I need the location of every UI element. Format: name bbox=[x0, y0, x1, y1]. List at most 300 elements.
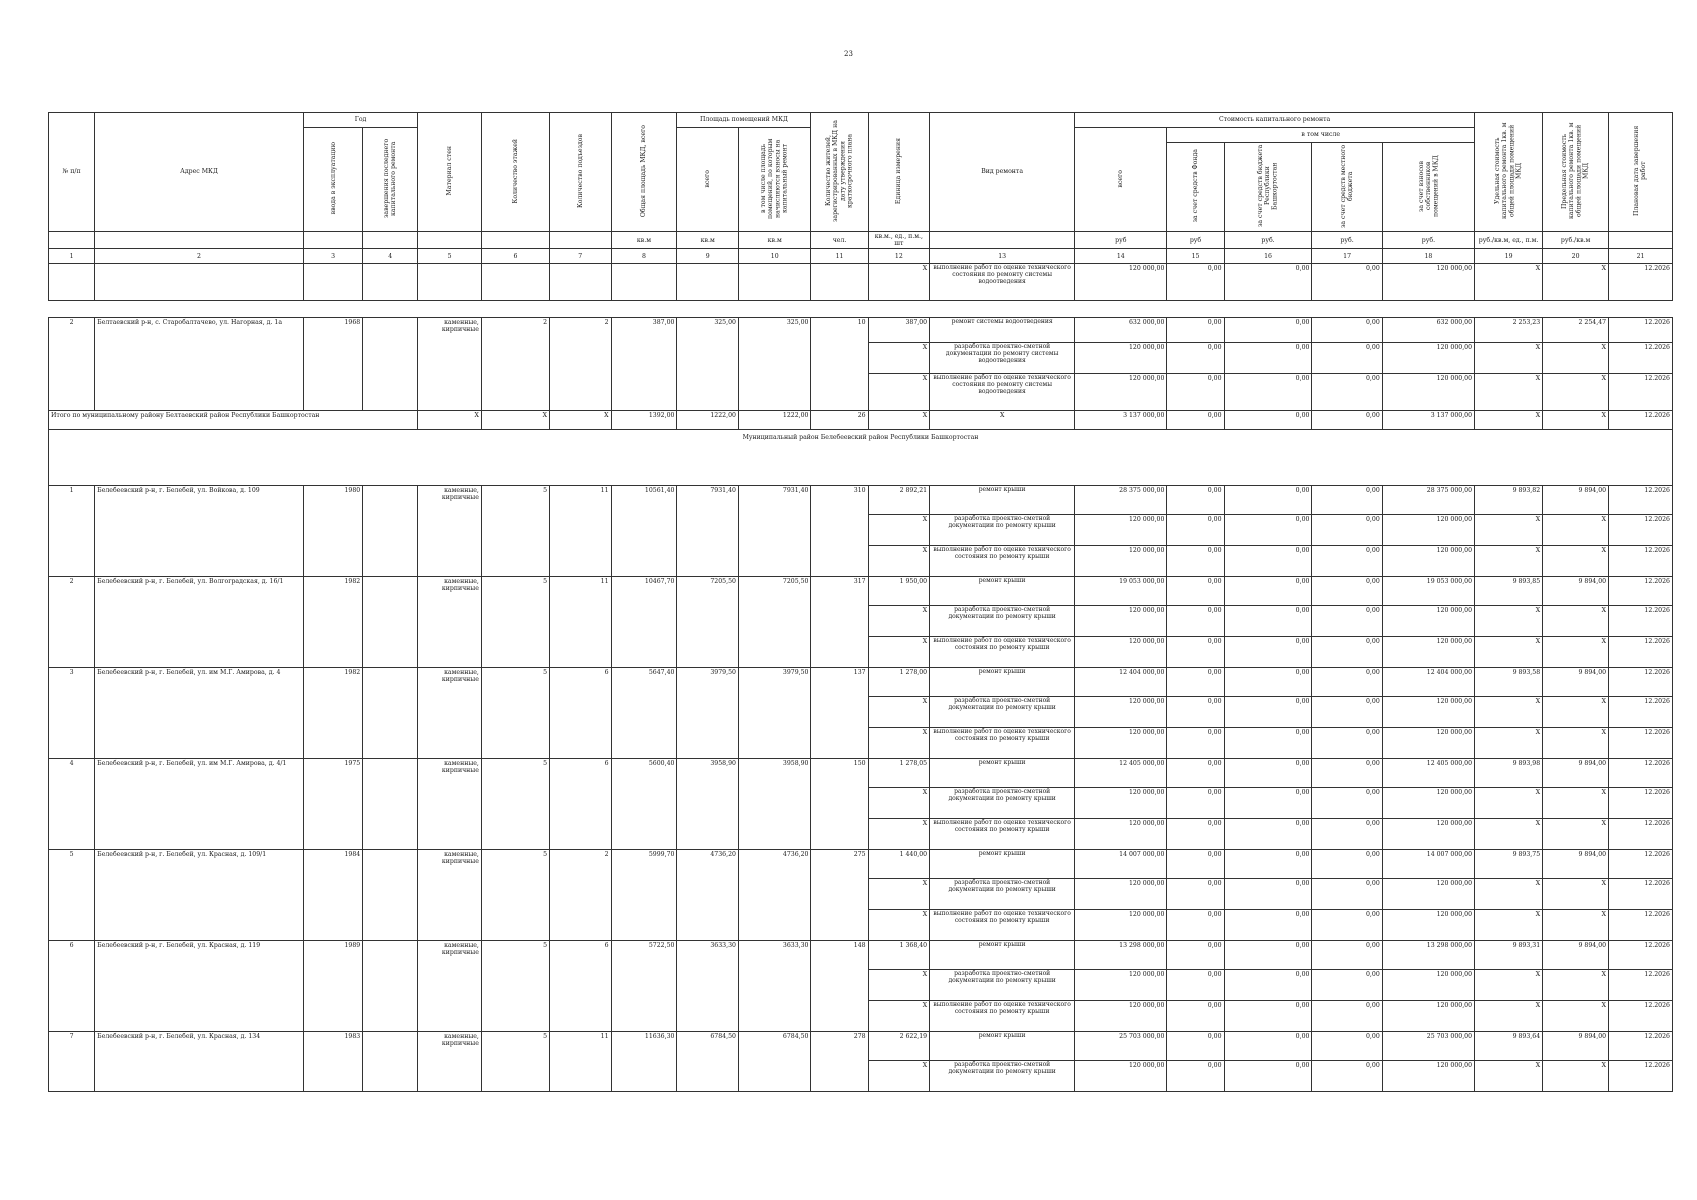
cell-x: X bbox=[1543, 637, 1609, 668]
cell-premises-owned: 3958,90 bbox=[738, 759, 811, 850]
cell-n: 3 bbox=[49, 668, 95, 759]
cell-limit-cost: 9 894,00 bbox=[1543, 668, 1609, 697]
cell-cost: 120 000,00 bbox=[1075, 1061, 1167, 1092]
cell-limit-cost: 9 894,00 bbox=[1543, 1032, 1609, 1061]
cell-cost: 120 000,00 bbox=[1075, 910, 1167, 941]
cell-fund: 0,00 bbox=[1167, 515, 1224, 546]
cell-year: 1983 bbox=[303, 1032, 362, 1092]
cell-unit-cost: 9 893,85 bbox=[1475, 577, 1543, 606]
cell-x: X bbox=[1475, 264, 1543, 301]
column-number: 8 bbox=[611, 249, 677, 264]
cell-work-type: выполнение работ по оценке технического состояния по ремонту крыши bbox=[930, 910, 1075, 941]
cell-x: X bbox=[930, 411, 1075, 430]
cell-fund: 0,00 bbox=[1167, 1032, 1224, 1061]
page-number: 23 bbox=[844, 50, 853, 58]
cell-date: 12.2026 bbox=[1609, 515, 1673, 546]
cell-date: 12.2026 bbox=[1609, 264, 1673, 301]
cell-x: X bbox=[1543, 264, 1609, 301]
cell-owners: 12 405 000,00 bbox=[1382, 759, 1474, 788]
cell-budget-rb: 0,00 bbox=[1224, 819, 1312, 850]
col-header-limit-cost: Предельная стоимость капитального ремонта 1кв. м общей площади помещений МКД bbox=[1561, 122, 1590, 220]
cell-budget-local: 0,00 bbox=[1312, 788, 1382, 819]
cell-owners: 120 000,00 bbox=[1382, 910, 1474, 941]
cell-material: каменные, кирпичные bbox=[418, 941, 482, 1032]
column-number: 20 bbox=[1543, 249, 1609, 264]
cell-year-last-repair bbox=[363, 668, 418, 759]
cell-x: X bbox=[1543, 819, 1609, 850]
cell-work-type: ремонт системы водоотведения bbox=[930, 318, 1075, 343]
cell-fund: 0,00 bbox=[1167, 264, 1224, 301]
cell-x: X bbox=[868, 1001, 930, 1032]
cell-owners: 120 000,00 bbox=[1382, 606, 1474, 637]
cell-cost: 12 404 000,00 bbox=[1075, 668, 1167, 697]
cell-x: X bbox=[868, 411, 930, 430]
cell-date: 12.2026 bbox=[1609, 1032, 1673, 1061]
col-header-premises-area: Площадь помещений МКД bbox=[677, 113, 811, 128]
cell-date: 12.2026 bbox=[1609, 910, 1673, 941]
cell-date: 12.2026 bbox=[1609, 411, 1673, 430]
cell-owners: 120 000,00 bbox=[1382, 264, 1474, 301]
cell-budget-rb: 0,00 bbox=[1224, 1001, 1312, 1032]
cell-year: 1989 bbox=[303, 941, 362, 1032]
cell-work-type: ремонт крыши bbox=[930, 577, 1075, 606]
header-row-1 bbox=[49, 113, 1673, 128]
cell-budget-rb: 0,00 bbox=[1224, 910, 1312, 941]
cell-cost: 120 000,00 bbox=[1075, 728, 1167, 759]
cell-fund: 0,00 bbox=[1167, 668, 1224, 697]
cell-cost: 19 053 000,00 bbox=[1075, 577, 1167, 606]
col-header-total-area: Общая площадь МКД, всего bbox=[640, 124, 648, 218]
col-header-n: № п/п bbox=[49, 113, 95, 232]
cell-n: 2 bbox=[49, 577, 95, 668]
column-number: 5 bbox=[418, 249, 482, 264]
cell-x: X bbox=[868, 788, 930, 819]
cell-total-area: 387,00 bbox=[611, 318, 677, 411]
cell-year: 1975 bbox=[303, 759, 362, 850]
cell-floors: 5 bbox=[481, 486, 549, 577]
cell-cost: 120 000,00 bbox=[1075, 970, 1167, 1001]
cell-address: Белебеевский р-н, г. Белебей, ул. Красная, д. 109/1 bbox=[95, 850, 304, 941]
cell-budget-rb: 0,00 bbox=[1224, 759, 1312, 788]
cell-budget-rb: 0,00 bbox=[1224, 637, 1312, 668]
unit-c9: кв.м bbox=[677, 232, 739, 249]
cell-limit-cost: 9 894,00 bbox=[1543, 486, 1609, 515]
cell-budget-rb: 0,00 bbox=[1224, 318, 1312, 343]
col-header-work-type: Вид ремонта bbox=[930, 113, 1075, 232]
cell-owners: 120 000,00 bbox=[1382, 343, 1474, 374]
cell-fund: 0,00 bbox=[1167, 728, 1224, 759]
table-row bbox=[49, 941, 1673, 970]
capital-repair-table bbox=[48, 112, 1673, 1092]
col-header-fund: за счет средств Фонда bbox=[1191, 149, 1199, 223]
column-number: 10 bbox=[738, 249, 811, 264]
cell-cost: 120 000,00 bbox=[1075, 606, 1167, 637]
cell-residents: 150 bbox=[811, 759, 868, 850]
cell-qty: 387,00 bbox=[868, 318, 930, 343]
cell-budget-rb: 0,00 bbox=[1224, 850, 1312, 879]
cell-budget-local: 0,00 bbox=[1312, 546, 1382, 577]
cell-unit-cost: 9 893,75 bbox=[1475, 850, 1543, 879]
cell-year-last-repair bbox=[363, 759, 418, 850]
table-row bbox=[49, 264, 1673, 301]
cell-material: каменные, кирпичные bbox=[418, 486, 482, 577]
table-row bbox=[49, 850, 1673, 879]
cell-work-type: ремонт крыши bbox=[930, 486, 1075, 515]
cell-budget-rb: 0,00 bbox=[1224, 546, 1312, 577]
table-row bbox=[49, 318, 1673, 343]
cell-material: каменные, кирпичные bbox=[418, 318, 482, 411]
cell-premises-total: 325,00 bbox=[677, 318, 739, 411]
cell-fund: 0,00 bbox=[1167, 577, 1224, 606]
cell-date: 12.2026 bbox=[1609, 343, 1673, 374]
table-row bbox=[49, 759, 1673, 788]
cell-cost: 120 000,00 bbox=[1075, 819, 1167, 850]
cell-cost: 120 000,00 bbox=[1075, 374, 1167, 411]
cell-cost: 120 000,00 bbox=[1075, 546, 1167, 577]
cell-premises-owned: 3633,30 bbox=[738, 941, 811, 1032]
cell-residents: 275 bbox=[811, 850, 868, 941]
cell-residents: 10 bbox=[811, 318, 868, 411]
cell-date: 12.2026 bbox=[1609, 697, 1673, 728]
cell-x: X bbox=[1543, 606, 1609, 637]
cell-address: Белебеевский р-н, г. Белебей, ул. им М.Г. Амирова, д. 4/1 bbox=[95, 759, 304, 850]
col-header-residents: Количество жителей, зарегистрированных в МКД на дату утверждения краткосрочного плана bbox=[825, 119, 854, 222]
units-row bbox=[49, 232, 1673, 249]
cell-x: X bbox=[868, 819, 930, 850]
cell-work-type: разработка проектно-сметной документации по ремонту крыши bbox=[930, 697, 1075, 728]
cell-x: X bbox=[1543, 515, 1609, 546]
cell-cost: 28 375 000,00 bbox=[1075, 486, 1167, 515]
table-row bbox=[49, 1032, 1673, 1061]
cell-entrances: 6 bbox=[550, 759, 612, 850]
cell-work-type: ремонт крыши bbox=[930, 1032, 1075, 1061]
cell-owners: 25 703 000,00 bbox=[1382, 1032, 1474, 1061]
cell-budget-local: 0,00 bbox=[1312, 1032, 1382, 1061]
cell-year-last-repair bbox=[363, 1032, 418, 1092]
cell-fund: 0,00 bbox=[1167, 850, 1224, 879]
cell-x: X bbox=[1475, 606, 1543, 637]
cell-date: 12.2026 bbox=[1609, 318, 1673, 343]
cell-x: X bbox=[1475, 343, 1543, 374]
cell-address: Белебеевский р-н, г. Белебей, ул. им М.Г. Амирова, д. 4 bbox=[95, 668, 304, 759]
cell-total-area: 5647,40 bbox=[611, 668, 677, 759]
cell-date: 12.2026 bbox=[1609, 486, 1673, 515]
cell-year: 1982 bbox=[303, 668, 362, 759]
col-header-year: Год bbox=[303, 113, 417, 128]
cell-x: X bbox=[418, 411, 482, 430]
cell-work-type: выполнение работ по оценке технического состояния по ремонту крыши bbox=[930, 728, 1075, 759]
section-title: Муниципальный район Белебеевский район Республики Башкортостан bbox=[49, 430, 1673, 486]
cell-x: X bbox=[1475, 970, 1543, 1001]
cell-date: 12.2026 bbox=[1609, 577, 1673, 606]
cell-owners: 19 053 000,00 bbox=[1382, 577, 1474, 606]
cell-budget-rb: 0,00 bbox=[1224, 264, 1312, 301]
cell-floors: 5 bbox=[481, 941, 549, 1032]
cell-residents: 137 bbox=[811, 668, 868, 759]
cell-total-area: 10467,70 bbox=[611, 577, 677, 668]
cell-date: 12.2026 bbox=[1609, 1001, 1673, 1032]
cell-work-type: разработка проектно-сметной документации по ремонту системы водоотведения bbox=[930, 343, 1075, 374]
cell-fund: 0,00 bbox=[1167, 879, 1224, 910]
cell-year-last-repair bbox=[363, 486, 418, 577]
cell-material: каменные, кирпичные bbox=[418, 850, 482, 941]
unit-c10: кв.м bbox=[738, 232, 811, 249]
cell-qty: 2 892,21 bbox=[868, 486, 930, 515]
cell-x: X bbox=[1543, 910, 1609, 941]
cell-fund: 0,00 bbox=[1167, 788, 1224, 819]
cell-total-area: 10561,40 bbox=[611, 486, 677, 577]
col-header-premises-owned: в том числе площадь помещений, по которым начисляются взносы на капитальный ремонт bbox=[760, 138, 789, 219]
total-label: Итого по муниципальному району Белтаевский район Республики Башкортостан bbox=[49, 411, 418, 430]
cell-fund: 0,00 bbox=[1167, 819, 1224, 850]
cell-entrances: 11 bbox=[550, 486, 612, 577]
col-header-cost: Стоимость капитального ремонта bbox=[1075, 113, 1475, 128]
total-premises-owned: 1222,00 bbox=[738, 411, 811, 430]
cell-qty: 1 278,05 bbox=[868, 759, 930, 788]
cell-work-type: ремонт крыши bbox=[930, 759, 1075, 788]
cell-work-type: разработка проектно-сметной документации по ремонту крыши bbox=[930, 970, 1075, 1001]
cell-cost: 13 298 000,00 bbox=[1075, 941, 1167, 970]
cell-cost: 14 007 000,00 bbox=[1075, 850, 1167, 879]
col-header-budget-rb: за счет средств бюджета Республики Башкортостан bbox=[1257, 144, 1279, 228]
column-number: 4 bbox=[363, 249, 418, 264]
col-header-material: Материал стен bbox=[445, 146, 453, 196]
cell-x: X bbox=[868, 374, 930, 411]
cell-fund: 0,00 bbox=[1167, 697, 1224, 728]
cell-cost: 120 000,00 bbox=[1075, 637, 1167, 668]
unit-c8: кв.м bbox=[611, 232, 677, 249]
cell-work-type: ремонт крыши bbox=[930, 668, 1075, 697]
cell-premises-owned: 7205,50 bbox=[738, 577, 811, 668]
cell-budget-rb: 0,00 bbox=[1224, 515, 1312, 546]
cell-x: X bbox=[1475, 879, 1543, 910]
total-cost: 3 137 000,00 bbox=[1075, 411, 1167, 430]
col-header-address: Адрес МКД bbox=[95, 113, 304, 232]
cell-cost: 120 000,00 bbox=[1075, 879, 1167, 910]
col-header-year-built: ввода в эксплуатацию bbox=[329, 142, 337, 215]
cell-owners: 120 000,00 bbox=[1382, 970, 1474, 1001]
cell-address: Белебеевский р-н, г. Белебей, ул. Войкова, д. 109 bbox=[95, 486, 304, 577]
column-number: 2 bbox=[95, 249, 304, 264]
cell-total-area: 5600,40 bbox=[611, 759, 677, 850]
houses-body bbox=[49, 486, 1673, 1092]
cell-year: 1982 bbox=[303, 577, 362, 668]
cell-x: X bbox=[868, 910, 930, 941]
cell-date: 12.2026 bbox=[1609, 850, 1673, 879]
cell-budget-rb: 0,00 bbox=[1224, 697, 1312, 728]
cell-premises-owned: 7931,40 bbox=[738, 486, 811, 577]
cell-cost: 25 703 000,00 bbox=[1075, 1032, 1167, 1061]
unit-c16: руб. bbox=[1224, 232, 1312, 249]
cell-x: X bbox=[1543, 343, 1609, 374]
cell-premises-total: 4736,20 bbox=[677, 850, 739, 941]
cell-entrances: 2 bbox=[550, 850, 612, 941]
cell-residents: 310 bbox=[811, 486, 868, 577]
cell-x: X bbox=[1475, 546, 1543, 577]
cell-x: X bbox=[1475, 1061, 1543, 1092]
cell-x: X bbox=[1475, 697, 1543, 728]
column-number-row bbox=[49, 249, 1673, 264]
column-number: 18 bbox=[1382, 249, 1474, 264]
cell-fund: 0,00 bbox=[1167, 910, 1224, 941]
cell-unit-cost: 2 253,23 bbox=[1475, 318, 1543, 343]
cell-residents: 148 bbox=[811, 941, 868, 1032]
cell-date: 12.2026 bbox=[1609, 879, 1673, 910]
column-number: 3 bbox=[303, 249, 362, 264]
cell-budget-local: 0,00 bbox=[1312, 374, 1382, 411]
cell-budget-local: 0,00 bbox=[1312, 850, 1382, 879]
cell-budget-rb: 0,00 bbox=[1224, 374, 1312, 411]
cell-work-type: разработка проектно-сметной документации по ремонту крыши bbox=[930, 515, 1075, 546]
cell-cost: 120 000,00 bbox=[1075, 788, 1167, 819]
cell-date: 12.2026 bbox=[1609, 788, 1673, 819]
total-row bbox=[49, 411, 1673, 430]
cell-fund: 0,00 bbox=[1167, 941, 1224, 970]
cell-budget-local: 0,00 bbox=[1312, 759, 1382, 788]
cell-limit-cost: 9 894,00 bbox=[1543, 577, 1609, 606]
cell-owners: 120 000,00 bbox=[1382, 697, 1474, 728]
cell-owners: 120 000,00 bbox=[1382, 819, 1474, 850]
cell-budget-rb: 0,00 bbox=[1224, 577, 1312, 606]
section-row bbox=[49, 430, 1673, 486]
cell-x: X bbox=[868, 728, 930, 759]
cell-x: X bbox=[868, 697, 930, 728]
col-header-unit: Единица измерения bbox=[895, 137, 903, 204]
column-number: 7 bbox=[550, 249, 612, 264]
cell-date: 12.2026 bbox=[1609, 970, 1673, 1001]
cell-budget-local: 0,00 bbox=[1312, 1001, 1382, 1032]
cell-entrances: 11 bbox=[550, 1032, 612, 1092]
cell-x: X bbox=[1543, 879, 1609, 910]
cell-fund: 0,00 bbox=[1167, 637, 1224, 668]
cell-material: каменные, кирпичные bbox=[418, 1032, 482, 1092]
cell-limit-cost: 9 894,00 bbox=[1543, 759, 1609, 788]
cell-qty: 1 440,00 bbox=[868, 850, 930, 879]
cell-owners: 120 000,00 bbox=[1382, 1061, 1474, 1092]
cell-limit-cost: 9 894,00 bbox=[1543, 941, 1609, 970]
unit-c12: кв.м., ед., п.м., шт bbox=[868, 232, 930, 249]
cell-x: X bbox=[1543, 1061, 1609, 1092]
unit-c17: руб. bbox=[1312, 232, 1382, 249]
cell-year-last-repair bbox=[363, 577, 418, 668]
col-header-premises-total: всего bbox=[704, 169, 712, 188]
cell-budget-local: 0,00 bbox=[1312, 697, 1382, 728]
column-number: 14 bbox=[1075, 249, 1167, 264]
cell-cost: 120 000,00 bbox=[1075, 515, 1167, 546]
cell-owners: 120 000,00 bbox=[1382, 879, 1474, 910]
unit-c20: руб./кв.м bbox=[1543, 232, 1609, 249]
cell-year-last-repair bbox=[363, 850, 418, 941]
total-owners: 3 137 000,00 bbox=[1382, 411, 1474, 430]
cell-date: 12.2026 bbox=[1609, 606, 1673, 637]
cell-limit-cost: 2 254,47 bbox=[1543, 318, 1609, 343]
cell-fund: 0,00 bbox=[1167, 759, 1224, 788]
cell-fund: 0,00 bbox=[1167, 318, 1224, 343]
cell-unit-cost: 9 893,98 bbox=[1475, 759, 1543, 788]
total-area: 1392,00 bbox=[611, 411, 677, 430]
col-header-entrances: Количество подъездов bbox=[576, 133, 584, 208]
cell-x: X bbox=[1475, 637, 1543, 668]
cell-work-type: выполнение работ по оценке технического состояния по ремонту крыши bbox=[930, 1001, 1075, 1032]
cell-budget-rb: 0,00 bbox=[1224, 879, 1312, 910]
cell-budget-local: 0,00 bbox=[1312, 577, 1382, 606]
cell-cost: 120 000,00 bbox=[1075, 264, 1167, 301]
cell-date: 12.2026 bbox=[1609, 668, 1673, 697]
cell-premises-total: 3979,50 bbox=[677, 668, 739, 759]
cell-budget-rb: 0,00 bbox=[1224, 606, 1312, 637]
cell-limit-cost: 9 894,00 bbox=[1543, 850, 1609, 879]
cell-work-type: выполнение работ по оценке технического состояния по ремонту системы водоотведения bbox=[930, 264, 1075, 301]
cell-date: 12.2026 bbox=[1609, 374, 1673, 411]
cell-budget-local: 0,00 bbox=[1312, 970, 1382, 1001]
col-header-planned-date: Плановая дата завершения работ bbox=[1633, 125, 1648, 217]
cell-floors: 2 bbox=[481, 318, 549, 411]
cell-budget-local: 0,00 bbox=[1312, 819, 1382, 850]
cell-budget-local: 0,00 bbox=[1312, 879, 1382, 910]
column-number: 15 bbox=[1167, 249, 1224, 264]
cell-x: X bbox=[868, 264, 930, 301]
cell-x: X bbox=[868, 343, 930, 374]
cell-owners: 120 000,00 bbox=[1382, 515, 1474, 546]
table-row bbox=[49, 668, 1673, 697]
cell-budget-local: 0,00 bbox=[1312, 637, 1382, 668]
cell-premises-owned: 4736,20 bbox=[738, 850, 811, 941]
cell-address: Белебеевский р-н, г. Белебей, ул. Волгоградская, д. 16/1 bbox=[95, 577, 304, 668]
col-header-cost-total: всего bbox=[1117, 169, 1125, 188]
cell-work-type: разработка проектно-сметной документации по ремонту крыши bbox=[930, 606, 1075, 637]
cell-date: 12.2026 bbox=[1609, 728, 1673, 759]
cell-x: X bbox=[1543, 546, 1609, 577]
cell-date: 12.2026 bbox=[1609, 1061, 1673, 1092]
cell-n: 7 bbox=[49, 1032, 95, 1092]
cell-floors: 5 bbox=[481, 759, 549, 850]
cell-n: 2 bbox=[49, 318, 95, 411]
cell-cost: 12 405 000,00 bbox=[1075, 759, 1167, 788]
column-number: 12 bbox=[868, 249, 930, 264]
column-number: 21 bbox=[1609, 249, 1673, 264]
cell-fund: 0,00 bbox=[1167, 411, 1224, 430]
cell-fund: 0,00 bbox=[1167, 1001, 1224, 1032]
cell-budget-local: 0,00 bbox=[1312, 318, 1382, 343]
cell-budget-rb: 0,00 bbox=[1224, 486, 1312, 515]
cell-budget-local: 0,00 bbox=[1312, 941, 1382, 970]
cell-budget-rb: 0,00 bbox=[1224, 1061, 1312, 1092]
column-number: 6 bbox=[481, 249, 549, 264]
cell-unit-cost: 9 893,82 bbox=[1475, 486, 1543, 515]
cell-work-type: выполнение работ по оценке технического состояния по ремонту системы водоотведения bbox=[930, 374, 1075, 411]
cell-work-type: выполнение работ по оценке технического состояния по ремонту крыши bbox=[930, 546, 1075, 577]
cell-x: X bbox=[1475, 1001, 1543, 1032]
cell-budget-local: 0,00 bbox=[1312, 264, 1382, 301]
cell-budget-local: 0,00 bbox=[1312, 606, 1382, 637]
cell-material: каменные, кирпичные bbox=[418, 577, 482, 668]
cell-total-area: 5722,50 bbox=[611, 941, 677, 1032]
cell-fund: 0,00 bbox=[1167, 374, 1224, 411]
cell-qty: 1 950,00 bbox=[868, 577, 930, 606]
cell-year-last-repair bbox=[363, 941, 418, 1032]
cell-floors: 5 bbox=[481, 1032, 549, 1092]
cell-qty: 2 622,19 bbox=[868, 1032, 930, 1061]
cell-budget-local: 0,00 bbox=[1312, 486, 1382, 515]
cell-owners: 120 000,00 bbox=[1382, 637, 1474, 668]
col-header-incl: в том числе bbox=[1167, 128, 1475, 143]
cell-total-area: 11636,30 bbox=[611, 1032, 677, 1092]
cell-budget-rb: 0,00 bbox=[1224, 1032, 1312, 1061]
cell-fund: 0,00 bbox=[1167, 343, 1224, 374]
cell-n: 5 bbox=[49, 850, 95, 941]
cell-budget-local: 0,00 bbox=[1312, 515, 1382, 546]
cell-budget-local: 0,00 bbox=[1312, 343, 1382, 374]
